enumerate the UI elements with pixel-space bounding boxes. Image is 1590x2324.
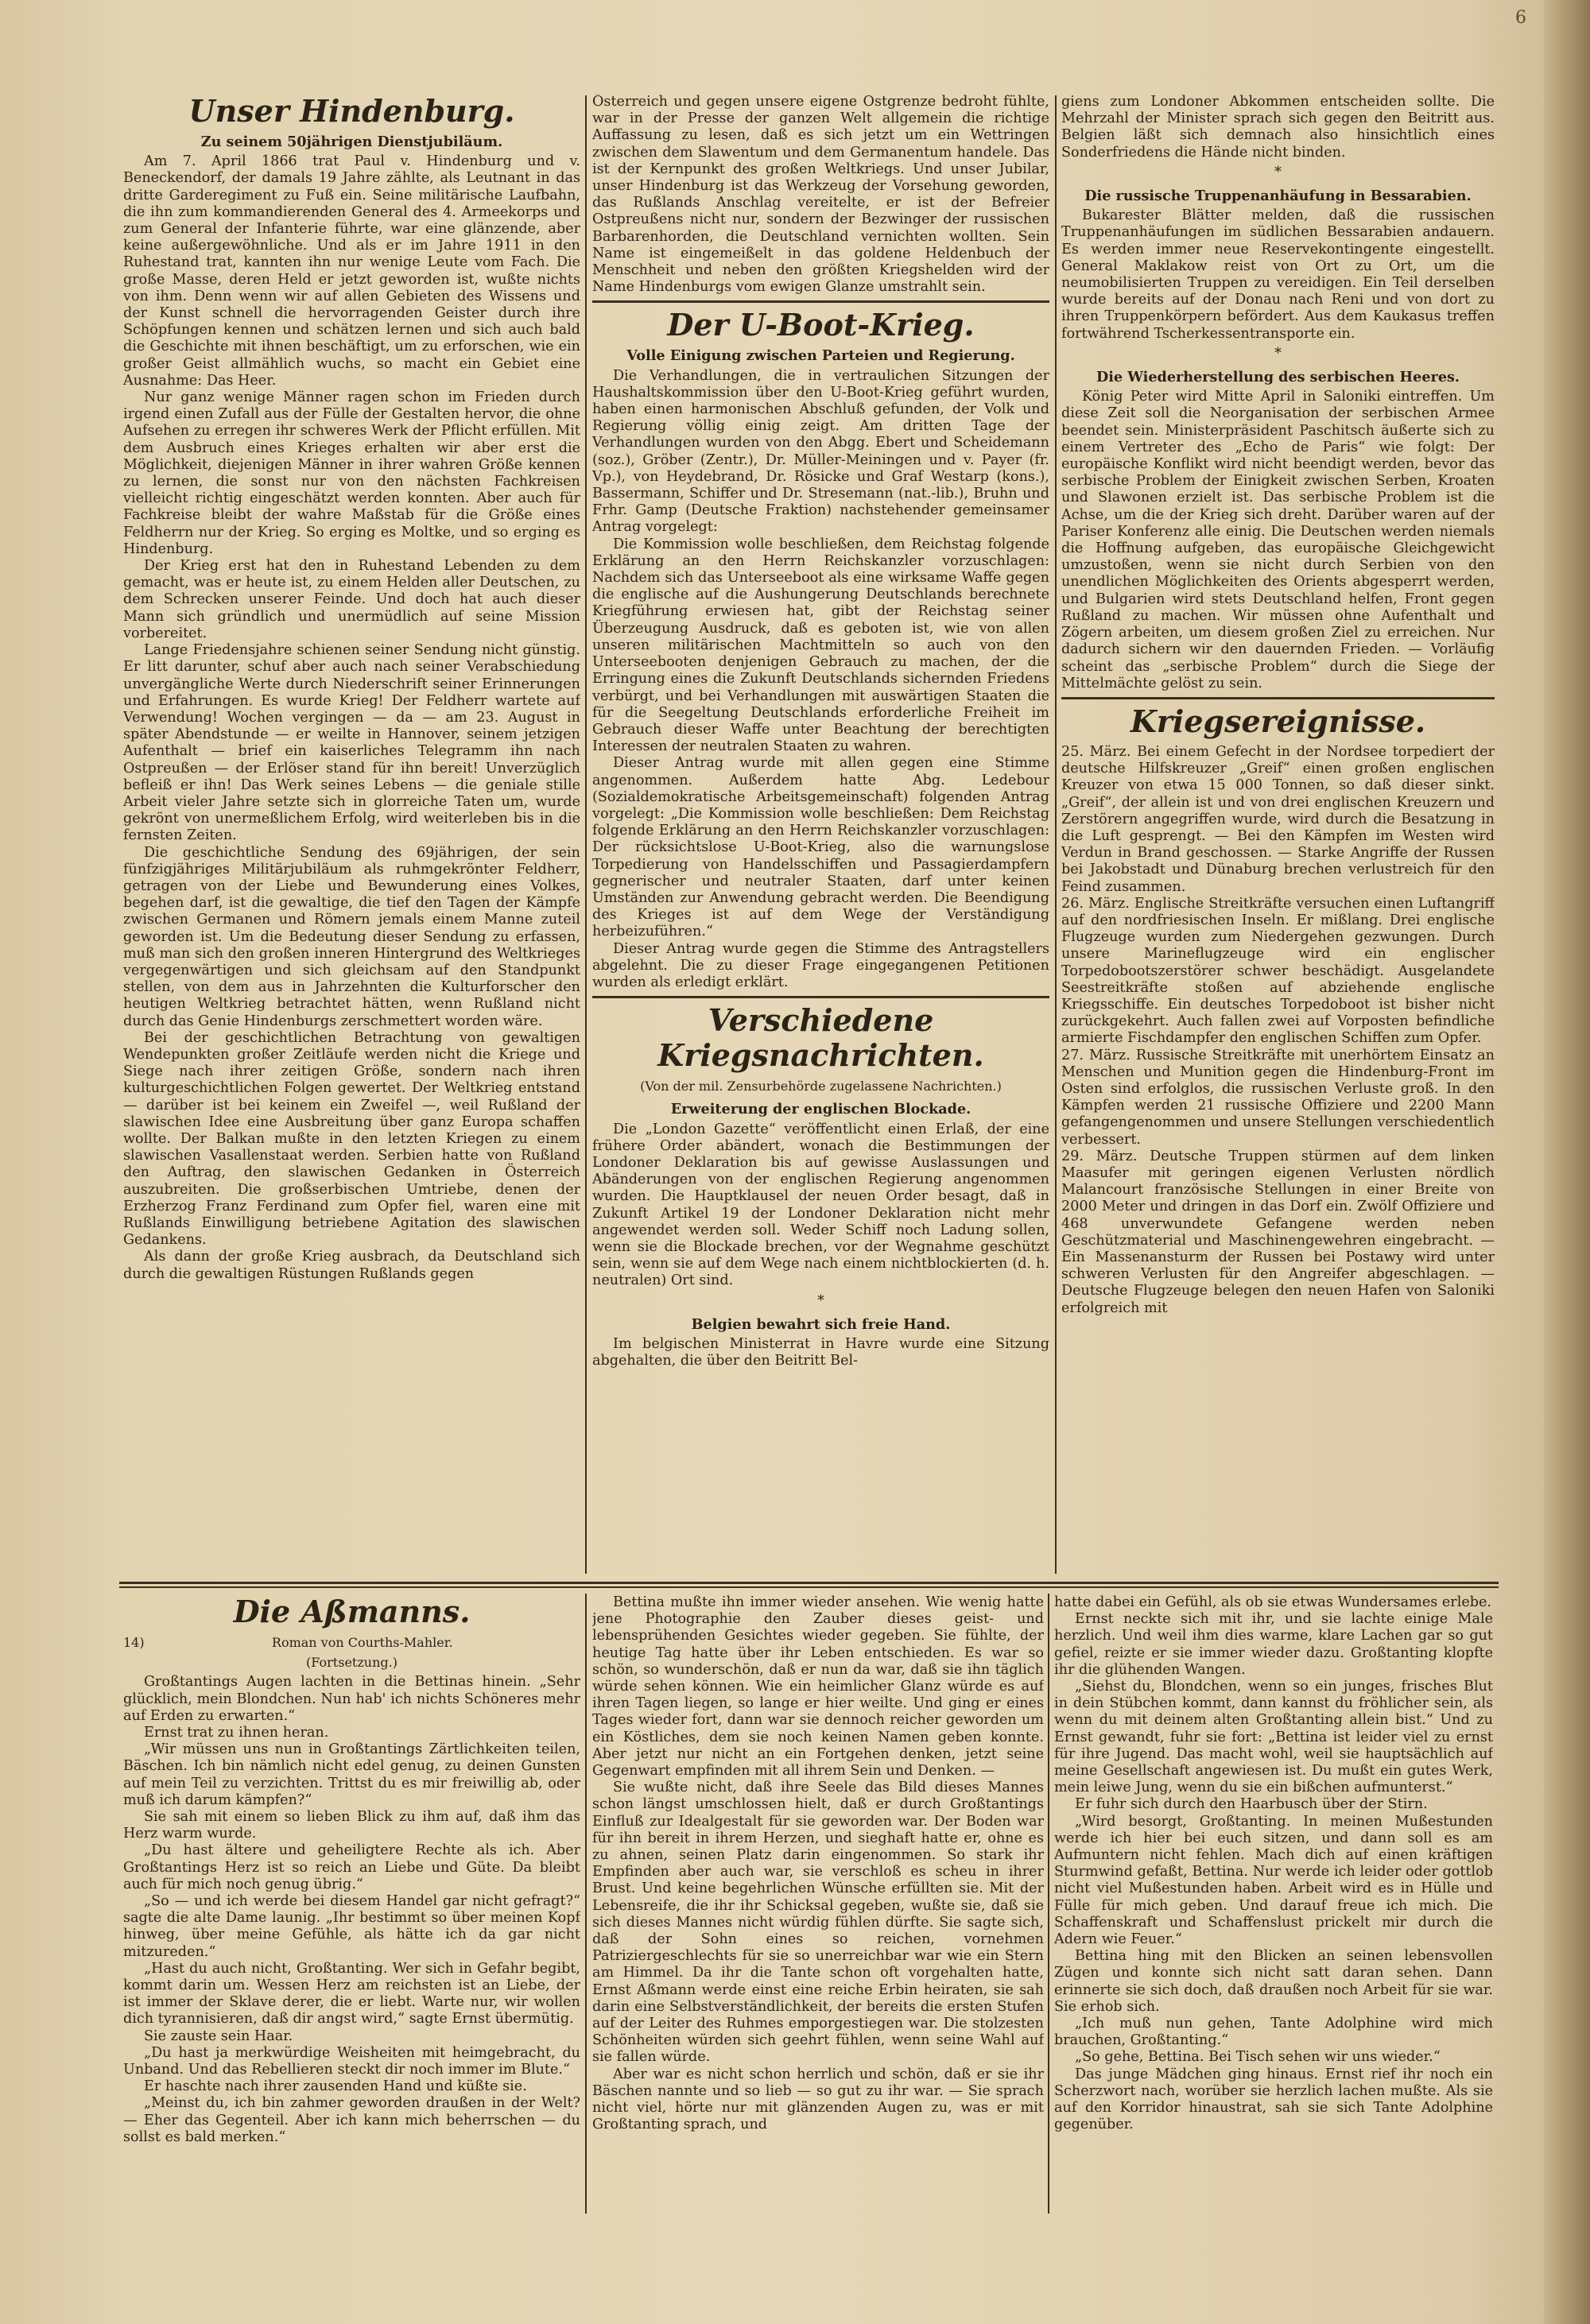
paragraph: Ernst trat zu ihnen heran. <box>144 1725 329 1741</box>
paragraph: Die Verhandlungen, die in vertraulichen Sitzungen der Haushaltskommission über den U-Boot-Krieg geführt wurden, haben einen harmonischen Abschluß gefunden, der Volk und Regierung völlig einig zeigt. Am dritten Tage der Verhandlungen wurden von den Abgg. Ebert und Scheidemann (soz.), Gröber (Zentr.), Dr. Müller-Meiningen und v. Payer (fr. Vp.), von Heydebrand, Dr. Rösicke und Graf Westarp (kons.), Bassermann, Schiffer und Dr. Stresemann (nat.-lib.), Bruhn und Frhr. Gamp (Deutsche Fraktion) nachstehender gemeinsamer Antrag vorgelegt: <box>592 367 1049 536</box>
paragraph: Großtantings Augen lachten in die Bettinas hinein. „Sehr glücklich, mein Blondchen. Nun hab' ich nichts Schöneres mehr auf Erden zu erwarten.“ <box>123 1674 580 1724</box>
paragraph: Dieser Antrag wurde mit allen gegen eine Stimme angenommen. Außerdem hatte Abg. Ledebour (Sozialdemokratische Arbeitsgemeinschaft) folgenden Antrag vorgelegt: „Die Kommission wolle beschließen: Dem Reichstag folgende Erklärung an den Herrn Reichskanzler vorzuschlagen: Der rücksichtslose U-Boot-Krieg, also die warnungslose Torpedierung von Handelsschiffen und Passagierdampfern gegnerischer und neutraler Staaten, darf unter keinen Umständen zur Anwendung gebracht werden. Die Beendigung des Krieges ist auf dem Wege der Verständigung herbeizuführen.“ <box>592 755 1049 940</box>
paragraph: Bukarester Blätter melden, daß die russischen Truppenanhäufungen im südlichen Bessarabien andauern. Es werden immer neue Reservekontingente eingestellt. General Maklakow reist von Ort zu Ort, um die neumobilisierten Truppen zu vereidigen. Ein Teil derselben wurde bereits auf der Donau nach Reni und von dort zu ihren Truppenkörpern befördert. Aus dem Kaukasus treffen fortwährend Tscherkessentransporte ein. <box>1061 207 1495 342</box>
section-heading: Die Wiederherstellung des serbischen Heeres. <box>1096 369 1460 386</box>
paragraph: Aber war es nicht schon herrlich und schön, daß er sie ihr Bäschen nannte und so lieb — so gut zu ihr war. — Sie sprach nicht viel, hörte nur mit glänzenden Augen zu, was er mit Großtanting sprach, und <box>592 2066 1044 2133</box>
installment-number: 14) <box>123 1635 145 1650</box>
column-rule <box>1048 1594 1049 2214</box>
paragraph: Sie zauste sein Haar. <box>144 2028 293 2044</box>
article-title: Der U-Boot-Krieg. <box>667 307 975 343</box>
paragraph: Sie sah mit einem so lieben Blick zu ihm auf, daß ihm das Herz warm wurde. <box>123 1809 580 1842</box>
novel-title: Die Aßmanns. <box>233 1594 471 1629</box>
paragraph: Lange Friedensjahre schienen seiner Sendung nicht günstig. Er litt darunter, schuf aber auch nach seiner Verabschiedung unvergängliche Werte durch Niederschrift seiner Erinnerungen und Erfahrungen. Es wurde Krieg! Der Feldherr wartete auf Verwendung! Wochen vergingen — da — am 23. August in später Abendstunde — er weilte in Hannover, seinem jetzigen Aufenthalt — brief ein kaiserliches Telegramm ihn nach Ostpreußen — der Erlöser stand für ihn bereit! Unverzüglich befleiß er ihn! Das Werk seines Lebens — die geniale stille Arbeit vieler Jahre setzte sich in glorreiche Taten um, wurde gekrönt von unermeßlichem Erfolg, wird weiterleben bis in die fernsten Zeiten. <box>123 642 580 844</box>
paragraph: Österreich und gegen unsere eigene Ostgrenze bedroht fühlte, war in der Presse der ganzen Welt allgemein die richtige Auffassung zu lesen, daß es sich jetzt um ein Wettringen zwischen dem Slawentum und dem Germanentum handele. Das ist der Kernpunkt des großen Weltkriegs. Und unser Jubilar, unser Hindenburg ist das Werkzeug der Vorsehung geworden, das Rußlands Anschlag vereitelte, er ist der Befreier Ostpreußens nicht nur, sondern der Bezwinger der russischen Barbarenhorden, die Deutschland vernichten wollten. Sein Name ist eingemeißelt in das goldene Heldenbuch der Menschheit und neben den größten Kriegshelden wird der Name Hindenburgs vom ewigen Glanze umstrahlt sein. <box>592 94 1049 296</box>
article-note: (Von der mil. Zensurbehörde zugelassene Nachrichten.) <box>640 1079 1002 1094</box>
paragraph: Bettina hing mit den Blicken an seinen lebensvollen Zügen und konnte sich nicht satt daran sehen. Dann erinnerte sie sich doch, daß draußen noch Arbeit für sie war. Sie erhob sich. <box>1054 1948 1493 2015</box>
paragraph: „Siehst du, Blondchen, wenn so ein junges, frisches Blut in dein Stübchen kommt, dann kannst du fröhlicher sein, als wenn du mit deinem alten Großtanting allein bist.“ Und zu Ernst gewandt, fuhr sie fort: „Bettina ist leider viel zu ernst für ihre Jugend. Das macht wohl, weil sie hauptsächlich auf meine Gesellschaft angewiesen ist. Du mußt ein gutes Werk, mein leiwe Jung, wenn du sie ein bißchen aufmunterst.“ <box>1054 1679 1493 1796</box>
paragraph: Das junge Mädchen ging hinaus. Ernst rief ihr noch ein Scherzwort nach, worüber sie herzlich lachen mußte. Als sie auf den Korridor hinaustrat, sah sie sich Tante Adolphine gegenüber. <box>1054 2066 1493 2133</box>
paragraph: Dieser Antrag wurde gegen die Stimme des Antragstellers abgelehnt. Die zu dieser Frage eingegangenen Petitionen wurden als erledigt erklärt. <box>592 940 1049 990</box>
column-rule <box>1055 95 1057 1574</box>
feuilleton-column <box>123 1594 580 2214</box>
right-column <box>1061 94 1495 1576</box>
feuilleton-column <box>1054 1594 1493 2214</box>
paragraph: Ernst neckte sich mit ihr, und sie lachte einige Male herzlich. Und weil ihm dies warme, klare Lachen gar so gut gefiel, reizte er sie immer wieder dazu. Großtanting klopfte ihr die glühenden Wangen. <box>1054 1611 1493 1678</box>
feuilleton-rule <box>119 1586 1499 1588</box>
paragraph: giens zum Londoner Abkommen entscheiden sollte. Die Mehrzahl der Minister sprach sich gegen den Beitritt aus. Belgien läßt sich demnach also hinsichtlich eines Sonderfriedens die Hände nicht binden. <box>1061 94 1495 161</box>
novel-byline: Roman von Courths-Mahler. <box>271 1635 453 1650</box>
article-title: Verschiedene Kriegsnachrichten. <box>657 1002 984 1074</box>
paragraph: Im belgischen Ministerrat in Havre wurde eine Sitzung abgehalten, die über den Beitritt Bel- <box>592 1336 1049 1369</box>
paragraph: „Wir müssen uns nun in Großtantings Zärtlichkeiten teilen, Bäschen. Ich bin nämlich nicht edel genug, zu deinen Gunsten auf mein Teil zu verzichten. Trittst du es mir freiwillig ab, oder muß ich darum kämpfen?“ <box>123 1741 580 1808</box>
paragraph: Am 7. April 1866 trat Paul v. Hindenburg und v. Beneckendorf, der damals 19 Jahre zählte, als Leutnant in das dritte Garderegiment zu Fuß ein. Seine militärische Laufbahn, die ihn zum kommandierenden General des 4. Armeekorps und zum General der Infanterie führte, war eine glänzende, aber keine außergewöhnliche. Und als er im Jahre 1911 in den Ruhestand trat, kannten ihn nur wenige Leute vom Fach. Die große Masse, deren Held er jetzt geworden ist, wußte nichts von ihm. Denn wenn wir auf allen Gebieten des Wissens und der Kunst schnell die hervorragenden Geister durch ihre Schöpfungen kennen und schätzen lernen und sich auch bald die Geschichte mit ihnen beschäftigt, um zu erforschen, wie ein großer Geist allmählich wuchs, so macht ein Gebiet eine Ausnahme: Das Heer. <box>123 153 580 389</box>
chronicle-entry: 25. März. Bei einem Gefecht in der Nordsee torpediert der deutsche Hilfskreuzer „Greif“ einen großen englischen Kreuzer von etwa 15 000 Tonnen, so daß dieser sinkt. „Greif“, der allein ist und von drei englischen Kreuzern und Zerstörern angegriffen wurde, wird durch die Besatzung in die Luft gesprengt. — Bei den Kämpfen im Westen wird Verdun in Brand geschossen. — Starke Angriffe der Russen bei Jakobstadt und Dünaburg brechen verlustreich für den Feind zusammen. <box>1061 743 1495 895</box>
paragraph: Er fuhr sich durch den Haarbusch über der Stirn. <box>1075 1796 1428 1813</box>
article-subtitle: Volle Einigung zwischen Parteien und Regierung. <box>626 347 1015 365</box>
novel-header <box>123 1634 580 1651</box>
chronicle-entry: 29. März. Deutsche Truppen stürmen auf dem linken Maasufer mit geringen eigenen Verlusten nördlich Malancourt französische Stellungen in einer Breite von 2000 Meter und dringen in das Dorf ein. Zwölf Offiziere und 468 unverwundete Gefangene werden neben Geschützmaterial und Maschinengewehren eingebracht. — Ein Massenansturm der Russen bei Postawy wird unter schweren Verlusten für den Angreifer abgeschlagen. — Deutsche Flugzeuge belegen den neuen Hafen von Saloniki erfolgreich mit <box>1061 1148 1495 1316</box>
paragraph: König Peter wird Mitte April in Saloniki eintreffen. Um diese Zeit soll die Neorganisation der serbischen Armee beendet sein. Ministerpräsident Paschitsch äußerte sich zu einem Vertreter des „Echo de Paris“ wie folgt: Der europäische Konflikt wird nicht beendigt werden, bevor das serbische Problem der Einigkeit zwischen Serben, Kroaten und Slawonen erzielt ist. Das serbische Problem ist die Achse, um die der Krieg sich dreht. Darüber waren auf der Pariser Konferenz alle einig. Die Deutschen werden niemals die Hoffnung aufgeben, das europäische Gleichgewicht umzustoßen, wenn sie nicht durch Serbien von den unendlichen Möglichkeiten des Orients abgesperrt werden, und Bulgarien wird stets Deutschland helfen, Front gegen Rußland zu machen. Wir müssen ohne Aufenthalt und Zögern arbeiten, um diesem großen Ziel zu erreichen. Nur dadurch sichern wir den dauernden Frieden. — Vorläufig scheint das „serbische Problem“ durch die Siege der Mittelmächte gelöst zu sein. <box>1061 389 1495 691</box>
feuilleton-column <box>592 1594 1044 2214</box>
paragraph: „Wird besorgt, Großtanting. In meinen Mußestunden werde ich hier bei euch sitzen, und dann soll es am Aufmuntern nicht fehlen. Mach dich auf einen kräftigen Sturmwind gefaßt, Bettina. Nur werde ich leider oder gottlob nicht viel Mußestunden haben. Arbeit wird es in Hülle und Fülle für mich geben. Und darauf freue ich mich. Die Schaffenskraft und Schaffenslust prickelt mir durch die Adern wie Feuer.“ <box>1054 1813 1493 1948</box>
paragraph: Die „London Gazette“ veröffentlicht einen Erlaß, der eine frühere Order abändert, wonach die Bestimmungen der Londoner Deklaration bis auf gewisse Auslassungen und Abänderungen von der englischen Regierung angenommen wurden. Die Hauptklausel der neuen Order besagt, daß in Zukunft Artikel 19 der Londoner Deklaration nicht mehr angewendet werden soll. Weder Schiff noch Ladung sollen, wenn sie die Blockade brechen, vor der Wegnahme geschützt sein, wenn sie auf dem Wege nach einem nichtblockierten (d. h. neutralen) Ort sind. <box>592 1121 1049 1289</box>
page-number: 6 <box>1515 8 1526 28</box>
column-rule <box>585 1594 587 2214</box>
hindenburg-article <box>123 94 580 1576</box>
paragraph: hatte dabei ein Gefühl, als ob sie etwas Wundersames erlebe. <box>1054 1594 1492 1610</box>
paragraph: „So gehe, Bettina. Bei Tisch sehen wir uns wieder.“ <box>1075 2049 1441 2066</box>
middle-column <box>592 94 1049 1576</box>
section-heading: Erweiterung der englischen Blockade. <box>670 1101 971 1118</box>
separator: * <box>1274 345 1282 362</box>
article-title: Unser Hindenburg. <box>188 94 515 129</box>
chronicle-entry: 26. März. Englische Streitkräfte versuchen einen Luftangriff auf den nordfriesischen Inseln. Er mißlang. Drei englische Flugzeuge wurden zum Niedergehen gezwungen. Durch unsere Marineflugzeuge wird ein englischer Torpedobootszerstörer schwer beschädigt. Ausgelandete Seestreitkräfte stoßen auf abziehende englische Kriegsschiffe. Ein deutsches Torpedoboot ist bisher nicht zurückgekehrt. Auch fallen zwei auf Vorposten befindliche armierte Fischdampfer den englischen Schiffen zum Opfer. <box>1061 895 1495 1047</box>
paragraph: „Du hast ältere und geheiligtere Rechte als ich. Aber Großtantings Herz ist so reich an Liebe und Güte. Da bleibt auch für mich noch genug übrig.“ <box>123 1842 580 1892</box>
article-subtitle: Zu seinem 50jährigen Dienstjubiläum. <box>200 134 503 150</box>
paragraph: „So — und ich werde bei diesem Handel gar nicht gefragt?“ sagte die alte Dame launig. „Ihr bestimmt so über meinen Kopf hinweg, über meine Gefühle, als hätte ich da gar nicht mitzureden.“ <box>123 1893 580 1960</box>
chronicle-entry: 27. März. Russische Streitkräfte mit unerhörtem Einsatz an Menschen und Munition gegen die Hindenburg-Front im Osten sind erfolglos, die russischen Verluste groß. In den Kämpfen werden 21 russische Offiziere und 2200 Mann gefangengenommen und unsere Stellungen verschiedentlich verbessert. <box>1061 1047 1495 1148</box>
feuilleton-rule <box>119 1582 1499 1584</box>
paragraph: Bei der geschichtlichen Betrachtung von gewaltigen Wendepunkten großer Zeitläufe werden nicht die Kriege und Siege nach ihrer zeitigen Größe, sondern nach ihren kulturgeschichtlichen Folgen gewertet. Der Weltkrieg entstand — darüber ist bei keinem ein Zweifel —, weil Rußland der slawischen Idee eine Ausbreitung über ganz Europa schaffen wollte. Der Balkan mußte in den letzten Kriegen zu einem slawischen Vasallenstaat werden. Serbien hatte von Rußland den Auftrag, den slawischen Gedanken in Österreich auszubreiten. Die großserbischen Umtriebe, denen der Erzherzog Franz Ferdinand zum Opfer fiel, waren eine mit Rußlands Einwilligung betriebene Agitation des slawischen Gedankens. <box>123 1029 580 1249</box>
separator: * <box>1274 164 1282 180</box>
paragraph: Bettina mußte ihn immer wieder ansehen. Wie wenig hatte jene Photographie den Zauber dieses geist- und lebensprühenden Gesichtes wieder gegeben. Sie fühlte, der heutige Tag hatte über ihr Leben entschieden. Es war so schön, so wunderschön, daß er nun da war, daß sie ihn täglich würde sehen können. Wie ein heimlicher Glanz würde es auf ihren Tagen liegen, so lange er hier weilte. Und ging er eines Tages wieder fort, dann war sie dennoch reicher geworden um ein Köstliches, dem sie noch keinen Namen geben konnte. Aber jetzt nur nicht an ein Fortgehen denken, jetzt seine Gegenwart empfinden mit all ihrem Sein und Denken. — <box>592 1594 1044 1780</box>
continuation-note: (Fortsetzung.) <box>306 1655 398 1671</box>
uboot-article <box>592 300 1049 998</box>
section-heading: Die russische Truppenanhäufung in Bessarabien. <box>1084 188 1472 205</box>
separator: * <box>817 1292 824 1309</box>
article-title: Kriegsereignisse. <box>1130 703 1426 739</box>
paragraph: „Hast du auch nicht, Großtanting. Wer sich in Gefahr begibt, kommt darin um. Wessen Herz am reichsten ist an Liebe, der ist immer der Sklave derer, die er liebt. Warte nur, wir wollen dich tyrannisieren, daß dir angst wird,“ sagte Ernst übermütig. <box>123 1960 580 2028</box>
paragraph: Die Kommission wolle beschließen, dem Reichstag folgende Erklärung an den Herrn Reichskanzler vorzuschlagen: Nachdem sich das Unterseeboot als eine wirksame Waffe gegen die englische auf die Aushungerung Deutschlands berechnete Kriegführung erwiesen hat, gibt der Reichstag seiner Überzeugung Ausdruck, daß es geboten ist, wie von allen unseren militärischen Machtmitteln so auch von den Unterseebooten denjenigen Gebrauch zu machen, der die Erringung eines die Zukunft Deutschlands sichernden Friedens verbürgt, und bei Verhandlungen mit auswärtigen Staaten die für die Seegeltung Deutschlands erforderliche Freiheit im Gebrauch dieser Waffe unter Beachtung der berechtigten Interessen der neutralen Staaten zu wahren. <box>592 536 1049 755</box>
paragraph: Nur ganz wenige Männer ragen schon im Frieden durch irgend einen Zufall aus der Fülle der Gestalten hervor, die ohne Aufsehen zu erregen ihr schweres Werk der Pflicht erfüllen. Mit dem Ausbruch eines Krieges erhalten wir aber erst die Möglichkeit, diejenigen Männer in ihrer wahren Größe kennen zu lernen, die sonst nur von den nächsten Fachkreisen vielleicht richtig eingeschätzt werden konnten. Aber auch für Fachkreise bleibt der wahre Maßstab für die Größe eines Feldherrn nur der Krieg. So erging es Moltke, und so erging es Hindenburg. <box>123 389 580 557</box>
paragraph: Der Krieg erst hat den in Ruhestand Lebenden zu dem gemacht, was er heute ist, zu einem Helden aller Deutschen, zu dem Schrecken unserer Feinde. Und doch hat auch dieser Mann sich gründlich und unermüdlich auf seine Mission vorbereitet. <box>123 558 580 641</box>
column-rule <box>585 95 587 1574</box>
paragraph: Er haschte nach ihrer zausenden Hand und küßte sie. <box>144 2078 527 2095</box>
paragraph: „Du hast ja merkwürdige Weisheiten mit heimgebracht, du Unband. Und das Rebellieren steckt dir noch immer im Blute.“ <box>123 2044 580 2078</box>
section-heading: Belgien bewahrt sich freie Hand. <box>691 1315 951 1333</box>
kriegsereignisse-article <box>1061 697 1495 1317</box>
paragraph: Als dann der große Krieg ausbrach, da Deutschland sich durch die gewaltigen Rüstungen Rußlands gegen <box>123 1249 580 1282</box>
paragraph: Sie wußte nicht, daß ihre Seele das Bild dieses Mannes schon längst umschlossen hielt, daß er durch Großtantings Einfluß zur Idealgestalt für sie geworden war. Der Boden war für ihn bereit in ihrem Herzen, und sieghaft hatte er, ohne es zu ahnen, seinen Platz darin eingenommen. So stark ihr Empfinden aber auch war, sie verschloß es scheu in ihrer Brust. Und keine begehrlichen Wünsche erfüllten sie. Mit der Lebensreife, die ihr ihr Schicksal gegeben, wußte sie, daß sie sich dieses Mannes nicht würdig fühlen dürfte. Sie sagte sich, daß der Sohn eines so reichen, vornehmen Patriziergeschlechts für sie so unerreichbar war wie ein Stern am Himmel. Da ihr die Tante schon oft vorgehalten hatte, Ernst Aßmann werde einst eine reiche Erbin heiraten, sie sah darin eine Selbstverständlichkeit, der bereits die ersten Stufen auf der Leiter des Ruhmes emporgestiegen war. Die stolzesten Schönheiten würden sich geehrt fühlen, wenn seine Wahl auf sie fallen würde. <box>592 1780 1044 2066</box>
paragraph: Die geschichtliche Sendung des 69jährigen, der sein fünfzigjähriges Militärjubiläum als ruhmgekrönter Feldherr, getragen von der Liebe und Bewunderung eines Volkes, begehen darf, ist die gewaltige, die tief den Tagen der Kämpfe zwischen Germanen und Römern jemals einem Manne zuteil geworden ist. Um die Bedeutung dieser Sendung zu erfassen, muß man sich den großen inneren Hintergrund des Weltkrieges vergegenwärtigen und sich gleichsam auf den Standpunkt stellen, von dem aus in Jahrzehnten die Kulturforscher den heutigen Weltkrieg betrachtet hätten, wenn Rußland nicht durch das Genie Hindenburgs zerschmettert worden wäre. <box>123 844 580 1029</box>
paragraph: „Ich muß nun gehen, Tante Adolphine wird mich brauchen, Großtanting.“ <box>1054 2016 1493 2049</box>
paragraph: „Meinst du, ich bin zahmer geworden draußen in der Welt? — Eher das Gegenteil. Aber ich kann mich beherrschen — du sollst es bald merken.“ <box>123 2095 580 2145</box>
book-spine <box>1544 0 1590 2324</box>
